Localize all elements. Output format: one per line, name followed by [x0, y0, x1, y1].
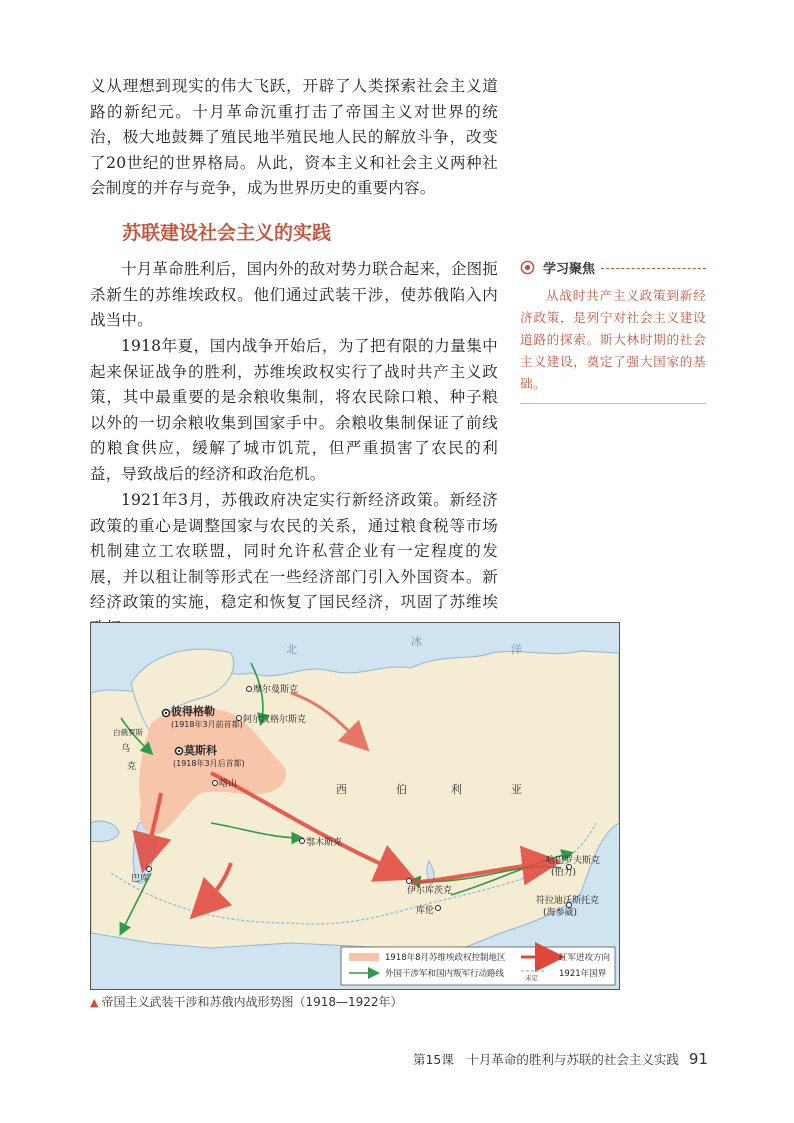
civil-war-map: [90, 622, 620, 990]
kazan-marker: [213, 781, 218, 786]
baku-marker: [147, 867, 152, 872]
region-label-4: 亚: [511, 783, 522, 796]
study-focus-title: 学习聚焦: [543, 262, 596, 277]
legend-foreign-routes: 外国干涉军和国内叛军行动路线: [385, 969, 505, 979]
label-ukraine-1: 乌: [121, 744, 131, 754]
label-ukraine-2: 克: [127, 762, 137, 772]
sea-label-1: 北: [286, 643, 299, 656]
legend-border-sample: 未定: [525, 974, 538, 982]
footer-lesson: 第15课 十月革命的胜利与苏联的社会主义实践: [412, 1052, 679, 1067]
city-moscow-note: (1918年3月后首都): [173, 759, 245, 768]
region-label-3: 利: [451, 783, 462, 796]
city-khabarovsk-note: (伯力): [551, 868, 577, 878]
sea-label-2: 冰: [411, 635, 424, 648]
city-arkhangelsk: 阿尔汉格尔斯克: [243, 715, 307, 725]
page-number: 91: [688, 1050, 708, 1068]
murmansk-marker: [247, 687, 252, 692]
city-petrograd-note: (1918年3月前首都): [171, 720, 243, 729]
map-caption: [90, 993, 403, 1010]
section-title: 苏联建设社会主义的实践: [122, 222, 332, 244]
sidebar-bottom-rule: [520, 403, 706, 404]
intro-paragraph: 义从理想到现实的伟大飞跃，开辟了人类探索社会主义道路的新纪元。十月革命沉重打击了帝国主义对世界的统治，极大地鼓舞了殖民地半殖民地人民的解放斗争，改变了20世纪的世界格局。从此，资本主义和社会主义两种社会制度的并存与竞争，成为世界历史的重要内容。: [90, 77, 498, 198]
page-footer: [413, 1050, 708, 1068]
omsk-marker: [300, 839, 305, 844]
focus-icon: [520, 260, 535, 275]
heading-rule: [601, 268, 706, 269]
city-irkutsk: 伊尔库茨克: [407, 886, 453, 896]
legend-control: 1918年8月苏维埃政权控制地区: [385, 953, 506, 963]
city-vladivostok: 符拉迪沃斯托克: [536, 896, 600, 906]
city-murmansk: 摩尔曼斯克: [253, 685, 299, 695]
paragraph-3: 1921年3月，苏俄政府决定实行新经济政策。新经济政策的重心是调整国家与农民的关系，通过粮食税等市场机制建立工农联盟，同时允许私营企业有一定程度的发展，并以租让制等形式在一些经济部门引入外国资本。新经济政策的实施，稳定和恢复了国民经济，巩固了苏维埃: [90, 491, 498, 612]
label-belarus: 白俄罗斯: [113, 728, 143, 737]
city-petrograd: 彼得格勒: [171, 705, 215, 718]
city-kazan: 喀山: [219, 779, 238, 789]
region-label-2: 伯: [396, 783, 407, 796]
sea-label-3: 洋: [511, 643, 524, 656]
city-kulun: 库伦: [416, 906, 435, 916]
legend-control-swatch: [349, 953, 379, 961]
city-moscow: 莫斯科: [184, 744, 217, 757]
legend-red-attack: 红军进攻方向: [559, 953, 611, 963]
study-focus-sidebar: [520, 258, 706, 404]
study-focus-heading: [520, 258, 706, 277]
kulun-marker: [436, 906, 441, 911]
city-omsk: 鄂木斯克: [306, 838, 343, 848]
paragraph-1: 十月革命胜利后，国内外的敌对势力联合起来，企图扼杀新生的苏维埃政权。他们通过武装干涉，使苏俄陷入内战当中。: [90, 260, 498, 330]
map-svg: [91, 623, 619, 989]
region-label-1: 西: [336, 783, 347, 796]
map-legend: [341, 947, 615, 985]
city-vladivostok-note: (海参崴): [543, 908, 578, 918]
legend-border: 1921年国界: [559, 969, 607, 979]
caption-text: 帝国主义武装干涉和苏俄内战形势图（1918—1922年）: [101, 995, 403, 1009]
caption-marker: ▲: [90, 996, 99, 1009]
city-baku: 巴库: [131, 874, 150, 884]
city-khabarovsk: 哈巴罗夫斯克: [546, 856, 601, 866]
paragraph-2: 1918年夏，国内战争开始后，为了把有限的力量集中起来保证战争的胜利，苏维埃政权实行了战时共产主义政策，其中最重要的是余粮收集制，将农民除口粮、种子粮以外的一切余粮收集到国家手中。余粮收集制保证了前线的粮食供应，缓解了城市饥荒，但严重损害了农民的利益，导致战后的经济和政治危机。: [90, 337, 498, 483]
irkutsk-marker: [407, 879, 412, 884]
study-focus-text: 从战时共产主义政策到新经济政策，是列宁对社会主义建设道路的探索。斯大林时期的社会主义建设，奠定了强大国家的基础。: [520, 288, 706, 391]
